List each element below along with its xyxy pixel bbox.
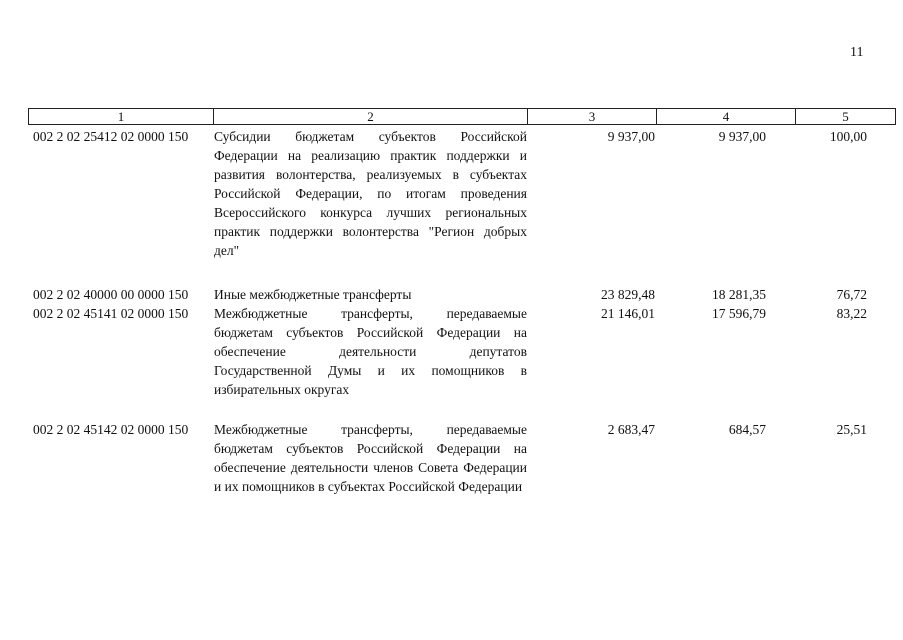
row-description: Межбюджетные трансферты, передаваемые бюджетам субъектов Российской Федерации на обеспечение деятельности депутатов Государственной Думы и их помощников в избирательных округах [214,306,527,397]
value-col-3: 21 146,01 [601,306,655,321]
budget-code: 002 2 02 45141 02 0000 150 [33,306,189,321]
header-cell-4: 4 [656,108,796,125]
table-header [28,108,896,125]
value-col-4: 9 937,00 [718,129,766,144]
header-cell-2: 2 [213,108,528,125]
budget-code: 002 2 02 45142 02 0000 150 [33,422,189,437]
value-col-4: 17 596,79 [712,306,766,321]
value-col-5: 76,72 [836,287,867,302]
value-col-3: 2 683,47 [607,422,655,437]
value-col-5: 100,00 [829,129,867,144]
budget-code: 002 2 02 40000 00 0000 150 [33,287,189,302]
header-cell-5: 5 [795,108,896,125]
value-col-5: 25,51 [836,422,867,437]
value-col-4: 684,57 [728,422,766,437]
value-col-4: 18 281,35 [712,287,766,302]
header-cell-3: 3 [527,108,657,125]
header-cell-1: 1 [28,108,214,125]
row-description: Иные межбюджетные трансферты [214,287,412,302]
page-number: 11 [850,45,864,60]
row-description: Межбюджетные трансферты, передаваемые бюджетам субъектов Российской Федерации на обеспечение деятельности членов Совета Федерации и их помощников в субъектах Российской Федерации [214,422,527,494]
value-col-3: 23 829,48 [601,287,655,302]
value-col-3: 9 937,00 [607,129,655,144]
row-description: Субсидии бюджетам субъектов Российской Федерации на реализацию практик поддержки и развития волонтерства, реализуемых в субъектах Российской Федерации, по итогам проведения Всероссийского конкурса лучших региональных практик поддержки волонтерства "Регион добрых дел" [214,129,527,258]
value-col-5: 83,22 [836,306,867,321]
budget-code: 002 2 02 25412 02 0000 150 [33,129,189,144]
